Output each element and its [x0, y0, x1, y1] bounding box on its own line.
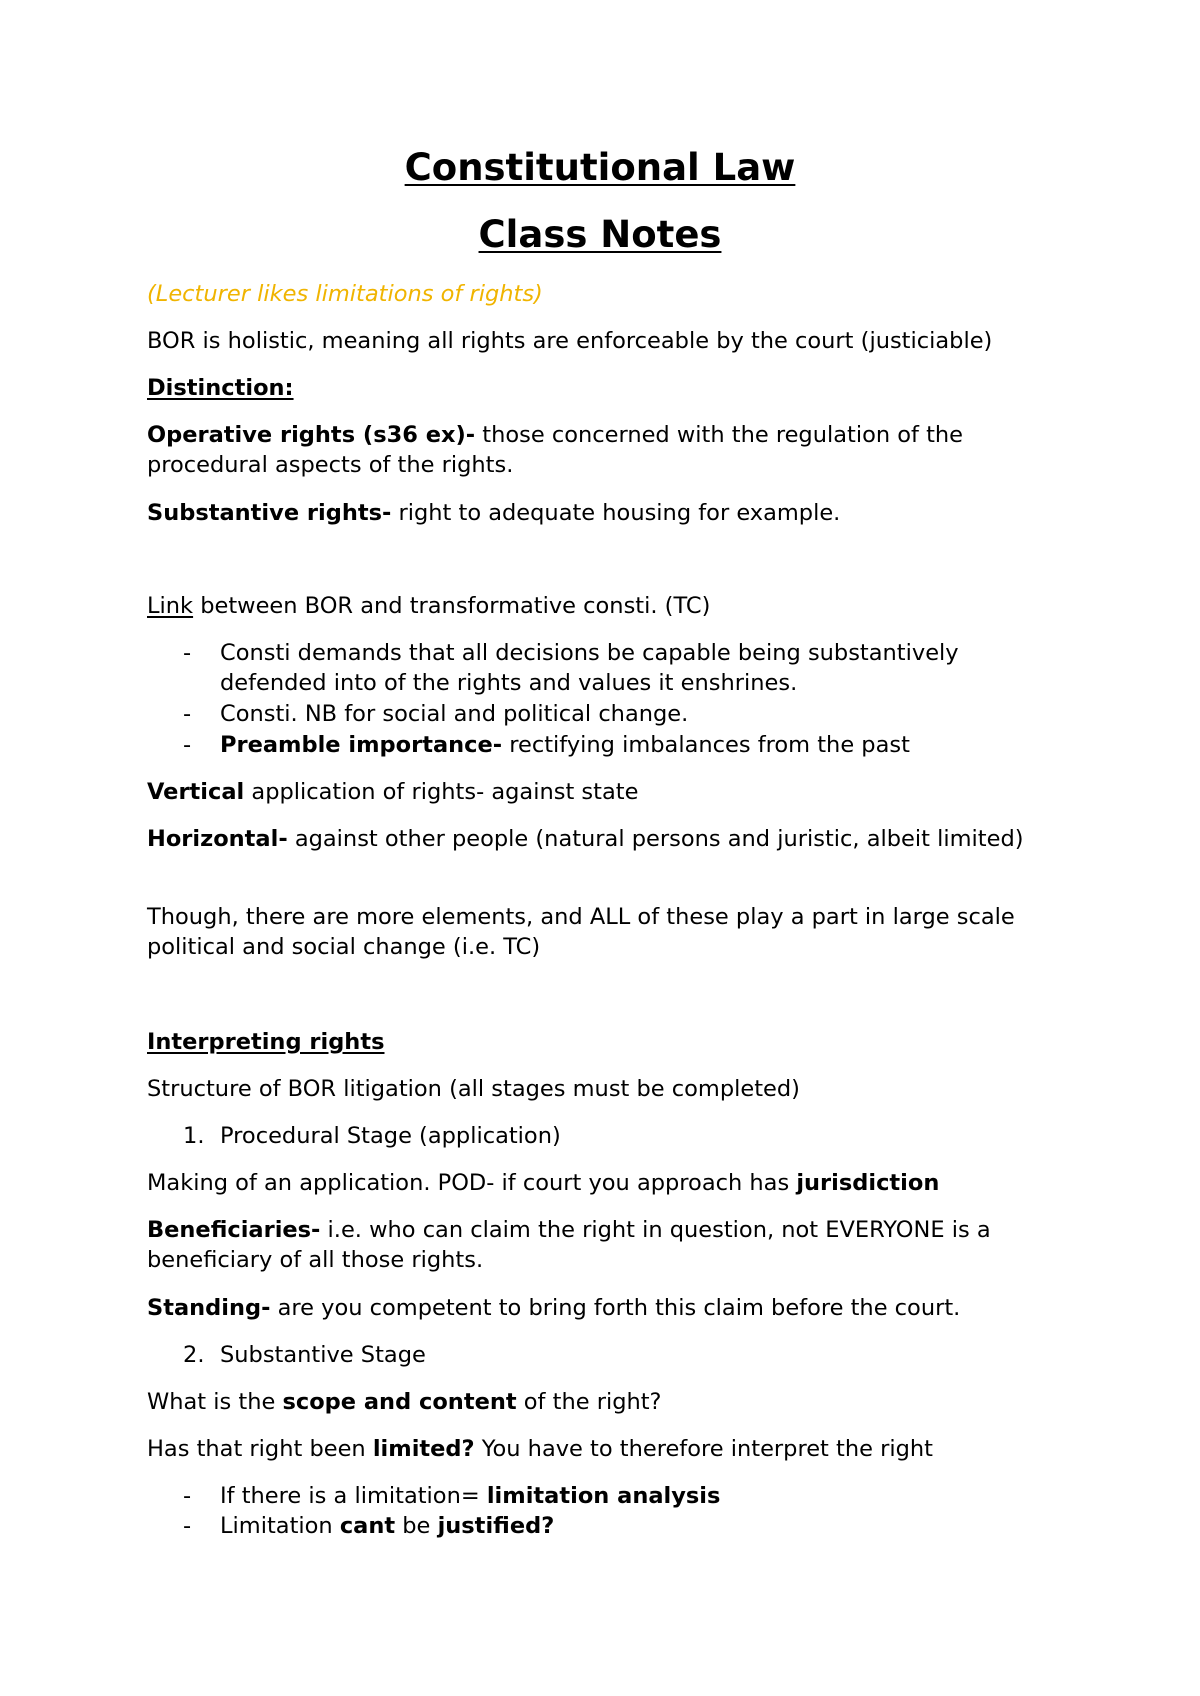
number-marker: 2.: [183, 1342, 205, 1368]
dash-marker: -: [183, 1513, 192, 1539]
distinction-heading: Distinction:: [147, 375, 294, 401]
paragraph-bor-holistic: BOR is holistic, meaning all rights are enforceable by the court (justiciable): [147, 328, 993, 354]
dash-marker: -: [183, 732, 192, 758]
justified-bold-justified: justified?: [437, 1513, 555, 1539]
operative-text: those concerned with the regulation of the procedural aspects of the rights.: [147, 422, 964, 478]
numbered-text: Procedural Stage (application): [220, 1123, 561, 1149]
beneficiaries-term: Beneficiaries-: [147, 1217, 321, 1243]
paragraph-scope: [147, 1387, 1077, 1417]
preamble-text: rectifying imbalances from the past: [502, 732, 910, 758]
horizontal-term: Horizontal-: [147, 826, 288, 852]
paragraph-limited: [147, 1434, 1077, 1464]
limited-bold: limited?: [372, 1436, 475, 1462]
vertical-term: Vertical: [147, 779, 245, 805]
standing-text: are you competent to bring forth this claim before the court.: [270, 1295, 961, 1321]
operative-term: Operative rights (s36 ex)-: [147, 422, 476, 448]
limitation-bold: limitation analysis: [486, 1483, 721, 1509]
beneficiaries-text: i.e. who can claim the right in question, not EVERYONE is a beneficiary of all those rights.: [147, 1217, 991, 1273]
bullet-text: Consti demands that all decisions be capable being substantively defended into of the rights and values it enshrines.: [220, 640, 959, 696]
bullet-justified: [220, 1511, 1060, 1541]
dash-marker: -: [183, 1483, 192, 1509]
paragraph-standing: [147, 1293, 1077, 1323]
paragraph-though: Though, there are more elements, and ALL of these play a part in large scale political and social change (i.e. TC): [147, 904, 1015, 960]
paragraph-link: [147, 591, 1077, 621]
paragraph-operative-rights: [147, 420, 1077, 480]
limitation-text: If there is a limitation=: [220, 1483, 487, 1509]
horizontal-text: against other people (natural persons and juristic, albeit limited): [287, 826, 1024, 852]
dash-marker: -: [183, 640, 192, 666]
limited-text-b: You have to therefore interpret the right: [474, 1436, 933, 1462]
scope-text-b: of the right?: [516, 1389, 662, 1415]
link-text: between BOR and transformative consti. (TC): [193, 593, 711, 619]
limited-text-a: Has that right been: [147, 1436, 373, 1462]
justified-text-b: be: [395, 1513, 438, 1539]
link-word: Link: [147, 593, 194, 619]
vertical-text: application of rights- against state: [244, 779, 639, 805]
paragraph-vertical: [147, 777, 1077, 807]
numbered-text: Substantive Stage: [220, 1342, 426, 1368]
making-text: Making of an application. POD- if court you approach has: [147, 1170, 797, 1196]
bullet-text: Consti. NB for social and political change.: [220, 701, 689, 727]
paragraph-making-application: [147, 1168, 1077, 1198]
bullet-limitation: [220, 1481, 1060, 1511]
paragraph-substantive-rights: [147, 498, 1077, 528]
substantive-text: right to adequate housing for example.: [391, 500, 841, 526]
document-subtitle: Class Notes: [478, 213, 722, 256]
bullet-preamble: [220, 730, 1060, 760]
justified-bold-cant: cant: [339, 1513, 396, 1539]
scope-bold: scope and content: [282, 1389, 517, 1415]
justified-text-a: Limitation: [220, 1513, 340, 1539]
document-title: Constitutional Law: [404, 146, 796, 189]
paragraph-beneficiaries: [147, 1215, 1077, 1275]
interpreting-rights-heading: Interpreting rights: [147, 1029, 385, 1055]
standing-term: Standing-: [147, 1295, 271, 1321]
scope-text-a: What is the: [147, 1389, 283, 1415]
dash-marker: -: [183, 701, 192, 727]
jurisdiction-term: jurisdiction: [796, 1170, 940, 1196]
preamble-term: Preamble importance-: [220, 732, 503, 758]
lecturer-note: (Lecturer likes limitations of rights): [147, 281, 543, 307]
number-marker: 1.: [183, 1123, 205, 1149]
paragraph-horizontal: [147, 824, 1077, 854]
substantive-term: Substantive rights-: [147, 500, 392, 526]
paragraph-structure: Structure of BOR litigation (all stages must be completed): [147, 1076, 800, 1102]
